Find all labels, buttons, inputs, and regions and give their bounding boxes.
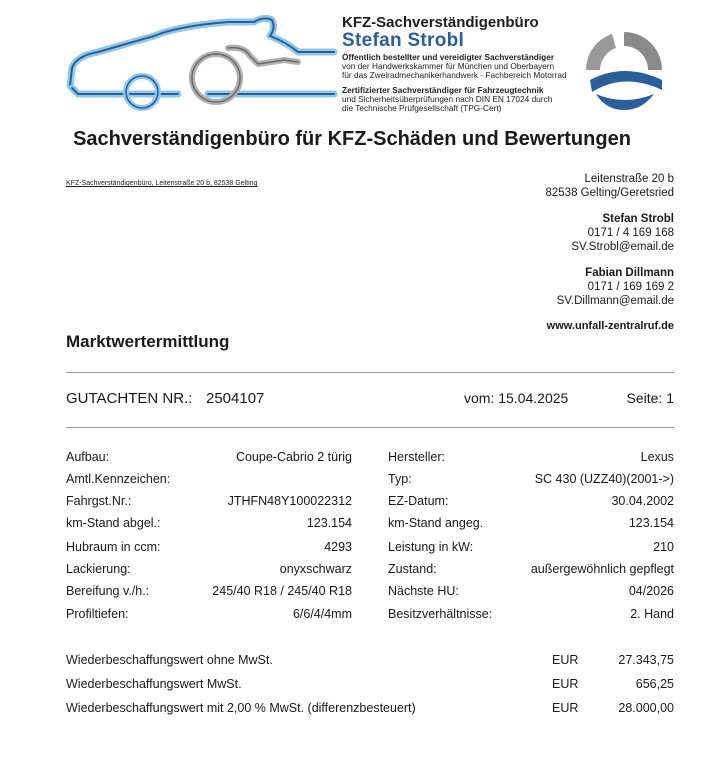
vehicle-right-label: Nächste HU: [388, 584, 459, 598]
contact2-phone: 0171 / 169 169 2 [587, 281, 674, 293]
vehicle-right-value: 04/2026 [628, 584, 674, 598]
website-link[interactable]: www.unfall-zentralruf.de [546, 320, 674, 332]
header-line-6: die Technische Prüfgesellschaft (TPG-Cert) [342, 103, 502, 113]
value-amount: 656,25 [635, 677, 674, 691]
value-amount: 28.000,00 [618, 701, 674, 715]
document-date: vom: 15.04.2025 [464, 390, 569, 406]
vehicle-right-label: Hersteller: [388, 450, 445, 464]
vehicle-right-value: 123.154 [628, 516, 674, 530]
value-label: Wiederbeschaffungswert MwSt. [66, 677, 242, 691]
value-label: Wiederbeschaffungswert ohne MwSt. [66, 653, 273, 667]
vehicle-right-value: 2. Hand [630, 607, 674, 621]
office-title: KFZ-Sachverständigenbüro [342, 14, 539, 31]
vehicle-left-value: 123.154 [306, 516, 352, 530]
vehicle-right-value: SC 430 (UZZ40)(2001->) [534, 472, 674, 486]
contact2-name: Fabian Dillmann [585, 267, 674, 279]
vehicle-left-value: 245/40 R18 / 245/40 R18 [212, 584, 352, 598]
vehicle-right-value: außergewöhnlich gepflegt [530, 562, 674, 576]
gutachten-label: GUTACHTEN NR.: [66, 390, 193, 407]
divider-bottom [66, 427, 674, 428]
vehicle-right-label: EZ-Datum: [388, 494, 449, 508]
header-line-2: von der Handwerkskammer für München und Oberbayern [342, 61, 555, 71]
vehicle-left-label: Amtl.Kennzeichen: [66, 472, 171, 486]
page-title: Sachverständigenbüro für KFZ-Schäden und Bewertungen [73, 128, 631, 150]
header-line-4: Zertifizierter Sachverständiger für Fahrzeugtechnik [342, 85, 544, 95]
header-line-3: für das Zweiradmechanikerhandwerk - Fachbereich Motorrad [342, 70, 567, 80]
vehicle-right-label: Zustand: [388, 562, 437, 576]
address-street: Leitenstraße 20 b [584, 173, 674, 185]
owner-name: Stefan Strobl [342, 30, 465, 51]
vehicle-left-value: Coupe-Cabrio 2 türig [235, 450, 352, 464]
vehicle-left-label: Fahrgst.Nr.: [66, 494, 132, 508]
contact1-phone: 0171 / 4 169 168 [587, 227, 674, 239]
contact1-email: SV.Strobl@email.de [571, 241, 674, 253]
value-currency: EUR [552, 701, 579, 715]
vehicle-left-label: Hubraum in ccm: [66, 540, 161, 554]
value-label: Wiederbeschaffungswert mit 2,00 % MwSt. (differenzbesteuert) [66, 701, 416, 715]
vehicle-left-value: 4293 [324, 540, 352, 554]
contact1-name: Stefan Strobl [602, 213, 674, 225]
header-line-1: Öffentlich bestellter und vereidigter Sachverständiger [342, 52, 555, 62]
value-currency: EUR [552, 653, 579, 667]
contact2-email: SV.Dillmann@email.de [556, 295, 674, 307]
divider-top [66, 372, 674, 373]
vehicle-left-value: JTHFN48Y100022312 [227, 494, 352, 508]
vehicle-right-label: Leistung in kW: [388, 540, 474, 554]
vehicle-left-label: Lackierung: [66, 562, 131, 576]
gutachten-number: 2504107 [206, 390, 265, 407]
vehicle-right-label: km-Stand angeg. [388, 516, 484, 530]
value-amount: 27.343,75 [618, 653, 674, 667]
page-number: Seite: 1 [626, 390, 674, 406]
vehicle-right-value: Lexus [640, 450, 674, 464]
sender-address-line: KFZ-Sachverständigenbüro, Leitenstraße 20 b, 82538 Gelting [66, 180, 258, 187]
car-motorcycle-logo-icon [58, 12, 338, 122]
header-line-5: und Sicherheitsüberprüfungen nach DIN EN 17024 durch [342, 94, 553, 104]
vehicle-left-label: Bereifung v./h.: [66, 584, 150, 598]
vehicle-right-value: 30.04.2002 [611, 494, 674, 508]
document-type: Marktwertermittlung [66, 332, 230, 351]
vehicle-left-value: onyxschwarz [279, 562, 352, 576]
vehicle-left-label: Profiltiefen: [66, 607, 129, 621]
vehicle-left-label: km-Stand abgel.: [66, 516, 161, 530]
vehicle-right-label: Typ: [388, 472, 412, 486]
value-currency: EUR [552, 677, 579, 691]
address-city: 82538 Gelting/Geretsried [545, 187, 674, 199]
vehicle-right-label: Besitzverhältnisse: [388, 607, 493, 621]
vehicle-left-value: 6/6/4/4mm [292, 607, 352, 621]
vehicle-right-value: 210 [653, 540, 674, 554]
vehicle-left-label: Aufbau: [66, 450, 110, 464]
certification-seal-icon [582, 28, 666, 112]
